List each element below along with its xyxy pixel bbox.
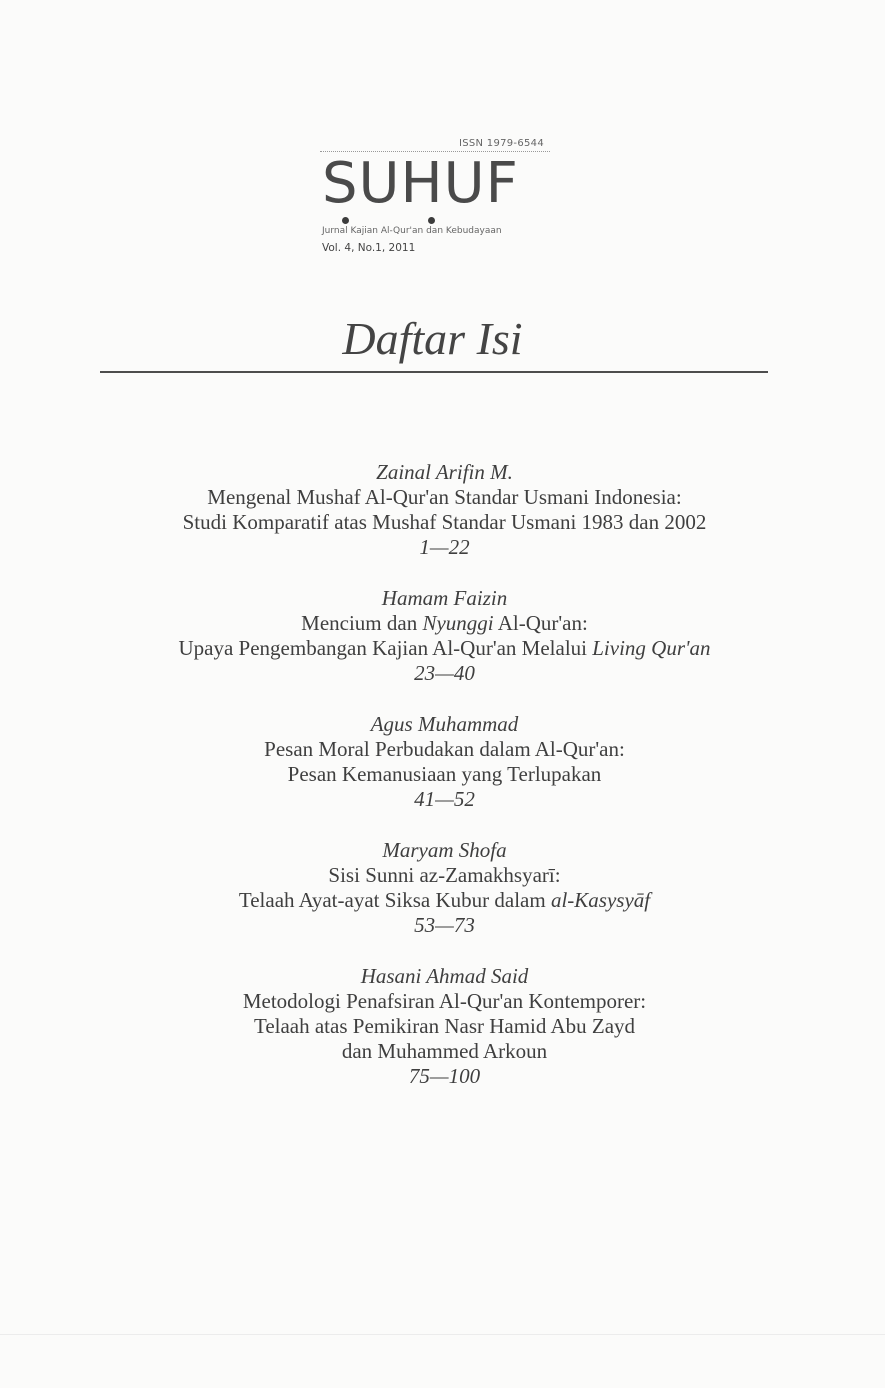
entry-pages: 23—40 xyxy=(414,661,475,685)
entry-subtitle-line: dan Muhammed Arkoun xyxy=(341,1039,548,1063)
entry-title-part: Mencium dan xyxy=(301,611,423,635)
entry-author: Zainal Arifin M. xyxy=(376,460,513,484)
journal-subtitle: Jurnal Kajian Al-Qur'an dan Kebudayaan xyxy=(322,226,502,236)
entry-subtitle-part: Upaya Pengembangan Kajian Al-Qur'an Melalui xyxy=(178,636,593,660)
entry-subtitle-part: Telaah Ayat-ayat Siksa Kubur dalam xyxy=(238,888,551,912)
entry-author: Agus Muhammad xyxy=(370,712,519,736)
entry-title-line: Mengenal Mushaf Al-Qur'an Standar Usmani Indonesia: xyxy=(207,485,682,509)
page-title: Daftar Isi xyxy=(342,313,523,364)
journal-masthead xyxy=(320,138,550,254)
entry-title-line: Metodologi Penafsiran Al-Qur'an Kontemporer: xyxy=(242,989,647,1013)
journal-logo xyxy=(320,151,550,216)
entry-title-line xyxy=(4,611,885,636)
entry-author: Maryam Shofa xyxy=(382,838,507,862)
entry-title-italic: Nyunggi xyxy=(422,611,494,635)
entry-pages: 41—52 xyxy=(414,787,475,811)
entry-subtitle-line: Telaah atas Pemikiran Nasr Hamid Abu Zayd xyxy=(253,1014,636,1038)
toc-entry xyxy=(0,964,885,1089)
issn-label: ISSN 1979-6544 xyxy=(458,138,544,149)
toc-entry xyxy=(0,712,885,812)
journal-name: SUHUF xyxy=(322,151,519,216)
toc-entry xyxy=(0,460,885,560)
entry-subtitle-line: Pesan Kemanusiaan yang Terlupakan xyxy=(287,762,602,786)
entry-author: Hamam Faizin xyxy=(381,586,508,610)
entry-subtitle-line xyxy=(4,636,885,661)
entry-pages: 1—22 xyxy=(419,535,470,559)
entry-title-line: Sisi Sunni az-Zamakhsyarī: xyxy=(328,863,561,887)
toc-list xyxy=(0,460,885,1115)
toc-entry xyxy=(0,838,885,938)
logo-dot-h xyxy=(428,217,435,224)
entry-author: Hasani Ahmad Said xyxy=(360,964,529,988)
title-rule xyxy=(100,371,768,373)
page-edge-line xyxy=(0,1334,885,1335)
entry-subtitle-line: Studi Komparatif atas Mushaf Standar Usmani 1983 dan 2002 xyxy=(182,510,707,534)
entry-title-part: Al-Qur'an: xyxy=(493,611,588,635)
entry-title-line: Pesan Moral Perbudakan dalam Al-Qur'an: xyxy=(264,737,625,761)
toc-entry xyxy=(0,586,885,686)
volume-label: Vol. 4, No.1, 2011 xyxy=(322,242,416,254)
entry-pages: 53—73 xyxy=(414,913,475,937)
entry-pages: 75—100 xyxy=(408,1064,481,1088)
entry-subtitle-italic: Living Qur'an xyxy=(592,636,711,660)
entry-subtitle-line xyxy=(4,888,885,913)
logo-dot-s xyxy=(342,217,349,224)
entry-subtitle-italic: al-Kasysyāf xyxy=(550,888,651,912)
